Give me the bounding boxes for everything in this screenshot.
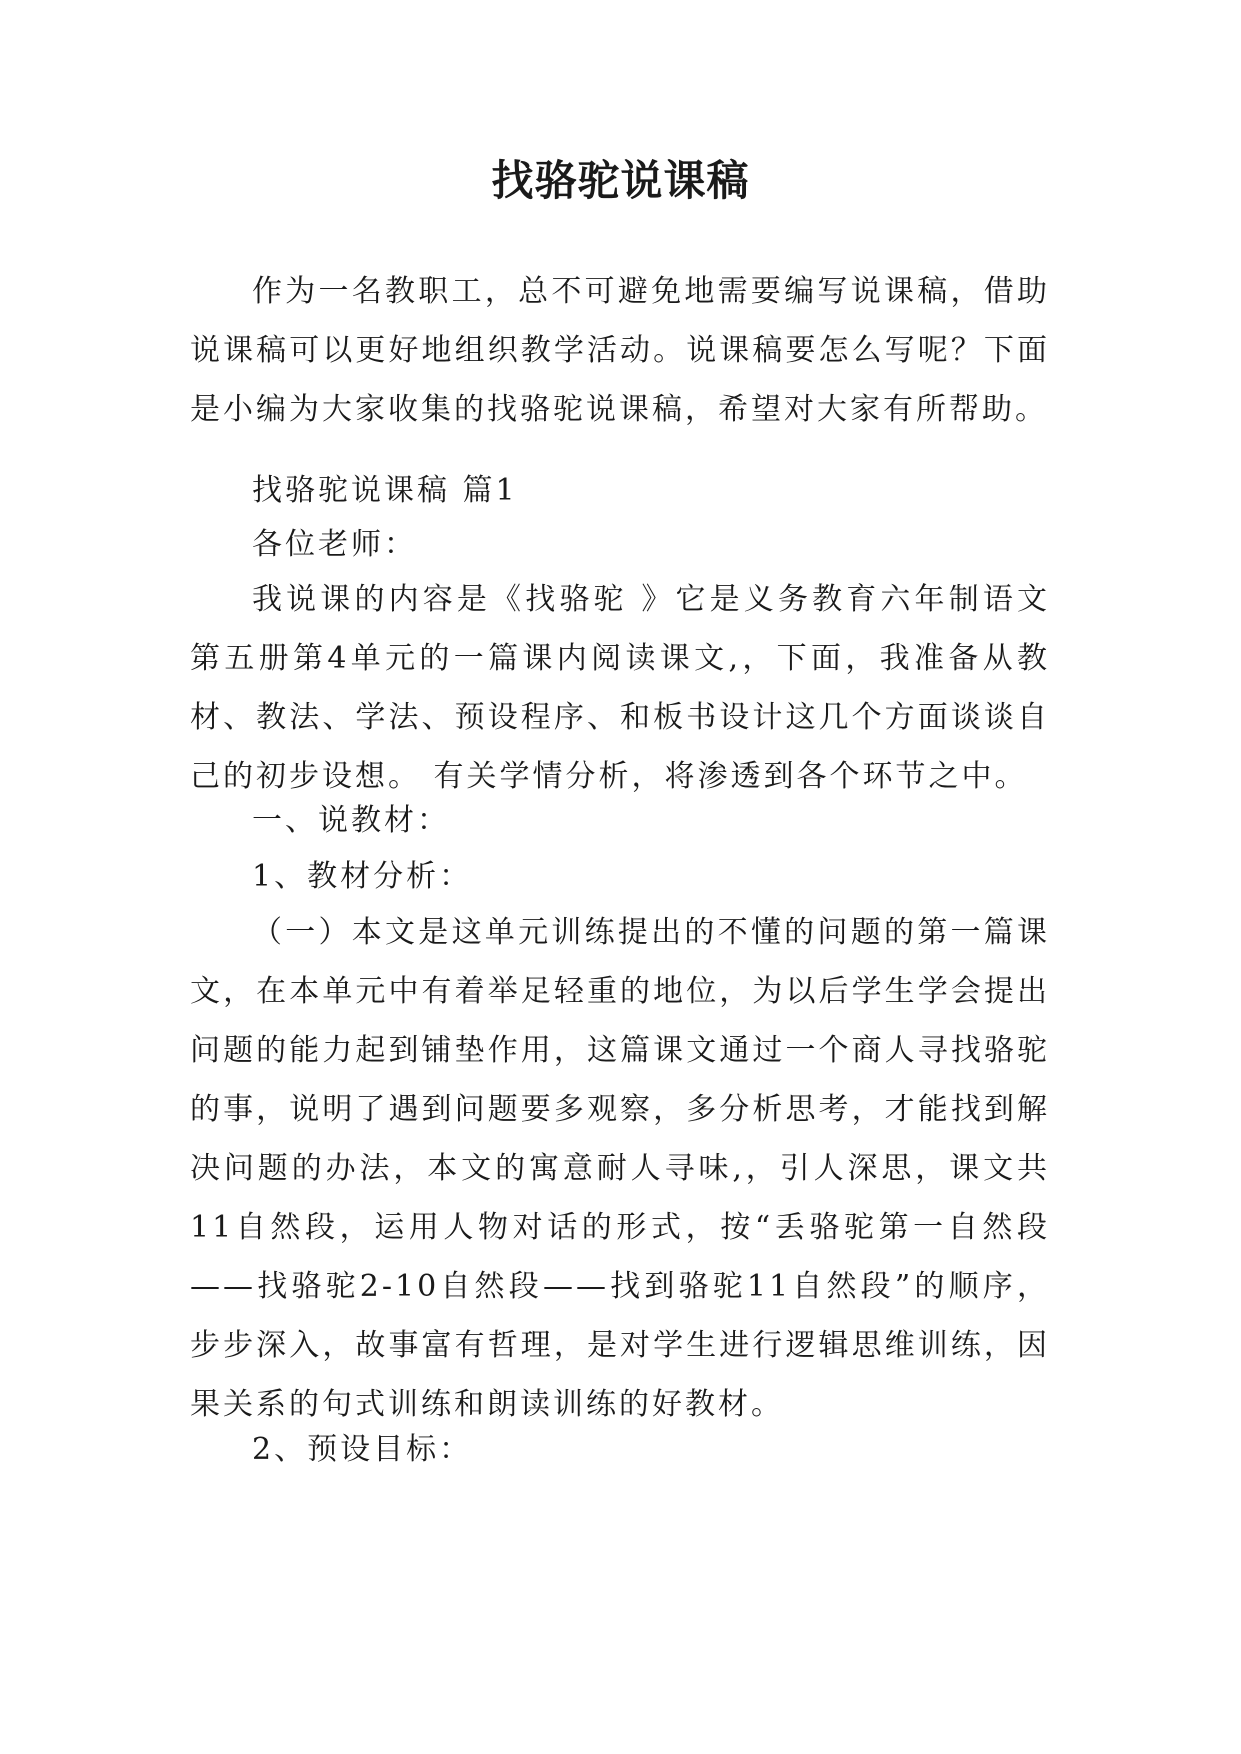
document-title: 找骆驼说课稿: [491, 156, 750, 205]
paragraph-textbook-analysis: （一）本文是这单元训练提出的不懂的问题的第一篇课文，在本单元中有着举足轻重的地位，为以后学生学会提出问题的能力起到铺垫作用，这篇课文通过一个商人寻找骆驼的事，说明了遇到问题要多观察，多分析思考，才能找到解决问题的办法，本文的寓意耐人寻味,，引人深思，课文共11自然段，运用人物对话的形式，按“丢骆驼第一自然段——找骆驼2-10自然段——找到骆驼11自然段”的顺序，步步深入，故事富有哲理，是对学生进行逻辑思维训练，因果关系的句式训练和朗读训练的好教材。: [190, 915, 1050, 1422]
greeting: 各位老师：: [252, 527, 417, 562]
paragraph-content-intro: 我说课的内容是《找骆驼 》它是义务教育六年制语文第五册第4单元的一篇课内阅读课文,，下面，我准备从教材、教法、学法、预设程序、和板书设计这几个方面谈谈自己的初步设想。 有关学情分析，将渗透到各个环节之中。: [190, 582, 1050, 794]
section-heading: 找骆驼说课稿 篇1: [252, 473, 518, 508]
intro-paragraph: 作为一名教职工，总不可避免地需要编写说课稿，借助说课稿可以更好地组织教学活动。说课稿要怎么写呢？下面是小编为大家收集的找骆驼说课稿，希望对大家有所帮助。: [190, 274, 1050, 427]
heading-textbook-analysis: 1、教材分析：: [252, 859, 473, 894]
heading-preset-goals: 2、预设目标：: [252, 1432, 473, 1467]
heading-textbook: 一、说教材：: [252, 803, 450, 838]
